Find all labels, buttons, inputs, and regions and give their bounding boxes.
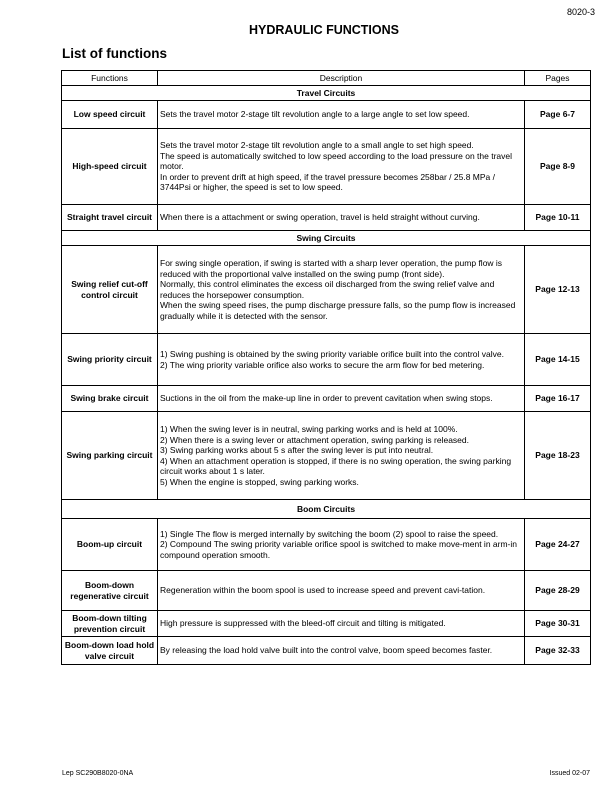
description-cell: 1) When the swing lever is in neutral, swing parking works and is held at 100%. 2) When there is a swing lever or attachment operation, swing parking is released. 3) Swing parking works about 5 s after the swing lever is put into neutral. 4) When an attachment operation is stopped, if there is no swing operation, the swing parking circuit works about 1 s later. 5) When the engine is stopped, swing parking works. (158, 412, 525, 500)
pages-cell: Page 24-27 (525, 519, 591, 571)
function-cell: Low speed circuit (62, 101, 158, 129)
description-cell: By releasing the load hold valve built into the control valve, boom speed becomes faster. (158, 637, 525, 665)
table-row (62, 571, 591, 611)
document-code: Lep SC290B8020-0NA (62, 770, 134, 777)
pages-cell: Page 14-15 (525, 334, 591, 386)
function-cell: Boom-up circuit (62, 519, 158, 571)
section-row-travel (62, 86, 591, 101)
page-title: HYDRAULIC FUNCTIONS (249, 23, 399, 37)
pages-cell: Page 10-11 (525, 205, 591, 231)
pages-cell: Page 30-31 (525, 611, 591, 637)
description-cell: Sets the travel motor 2-stage tilt revolution angle to a small angle to set high speed. The speed is automatically switched to low speed according to the load pressure on the travel motor. In order to prevent drift at high speed, if the travel pressure becomes 258bar / 25.8 MPa / 3744Psi or higher, the speed is set to low speed. (158, 129, 525, 205)
function-cell: Swing priority circuit (62, 334, 158, 386)
pages-cell: Page 6-7 (525, 101, 591, 129)
table-row (62, 412, 591, 500)
description-cell: Suctions in the oil from the make-up line in order to prevent cavitation when swing stops. (158, 386, 525, 412)
table-row (62, 611, 591, 637)
section-title: List of functions (62, 46, 167, 61)
section-title-travel: Travel Circuits (62, 86, 591, 101)
pages-cell: Page 8-9 (525, 129, 591, 205)
function-cell: Swing brake circuit (62, 386, 158, 412)
description-cell: Regeneration within the boom spool is used to increase speed and prevent cavi-tation. (158, 571, 525, 611)
table-row (62, 246, 591, 334)
function-cell: Straight travel circuit (62, 205, 158, 231)
pages-cell: Page 16-17 (525, 386, 591, 412)
table-row (62, 334, 591, 386)
description-cell: 1) Single The flow is merged internally by switching the boom (2) spool to raise the speed. 2) Compound The swing priority variable orifice spool is switched to make move-ment in arm-in compound operation smooth. (158, 519, 525, 571)
column-header-pages: Pages (525, 71, 591, 86)
page-number: 8020-3 (566, 7, 595, 17)
table-row (62, 129, 591, 205)
issue-date: Issued 02-07 (549, 770, 590, 777)
pages-cell: Page 32-33 (525, 637, 591, 665)
column-header-functions: Functions (62, 71, 158, 86)
function-cell: Boom-down tilting prevention circuit (62, 611, 158, 637)
functions-table (61, 70, 591, 665)
description-cell: Sets the travel motor 2-stage tilt revolution angle to a large angle to set low speed. (158, 101, 525, 129)
pages-cell: Page 18-23 (525, 412, 591, 500)
table-row (62, 101, 591, 129)
pages-cell: Page 12-13 (525, 246, 591, 334)
description-cell: 1) Swing pushing is obtained by the swing priority variable orifice built into the control valve. 2) The wing priority variable orifice also works to secure the arm flow for bed metering. (158, 334, 525, 386)
section-title-boom: Boom Circuits (62, 500, 591, 519)
function-cell: Swing parking circuit (62, 412, 158, 500)
section-title-swing: Swing Circuits (62, 231, 591, 246)
table-header-row (62, 71, 591, 86)
section-row-swing (62, 231, 591, 246)
table-row (62, 519, 591, 571)
function-cell: Swing relief cut-off control circuit (62, 246, 158, 334)
description-cell: High pressure is suppressed with the bleed-off circuit and tilting is mitigated. (158, 611, 525, 637)
description-cell: When there is a attachment or swing operation, travel is held straight without curving. (158, 205, 525, 231)
description-cell: For swing single operation, if swing is started with a sharp lever operation, the pump flow is reduced with the proportional valve installed on the swing pump (front side). Normally, this control eliminates the excess oil discharged from the swing relief valve and reduces the horsepower consumption. When the swing speed rises, the pump discharge pressure falls, so the pump flow is increased gradually while it is detected with the sensor. (158, 246, 525, 334)
section-row-boom (62, 500, 591, 519)
table-row (62, 205, 591, 231)
table-row (62, 386, 591, 412)
pages-cell: Page 28-29 (525, 571, 591, 611)
column-header-description: Description (158, 71, 525, 86)
function-cell: Boom-down regenerative circuit (62, 571, 158, 611)
function-cell: Boom-down load hold valve circuit (62, 637, 158, 665)
table-row (62, 637, 591, 665)
function-cell: High-speed circuit (62, 129, 158, 205)
